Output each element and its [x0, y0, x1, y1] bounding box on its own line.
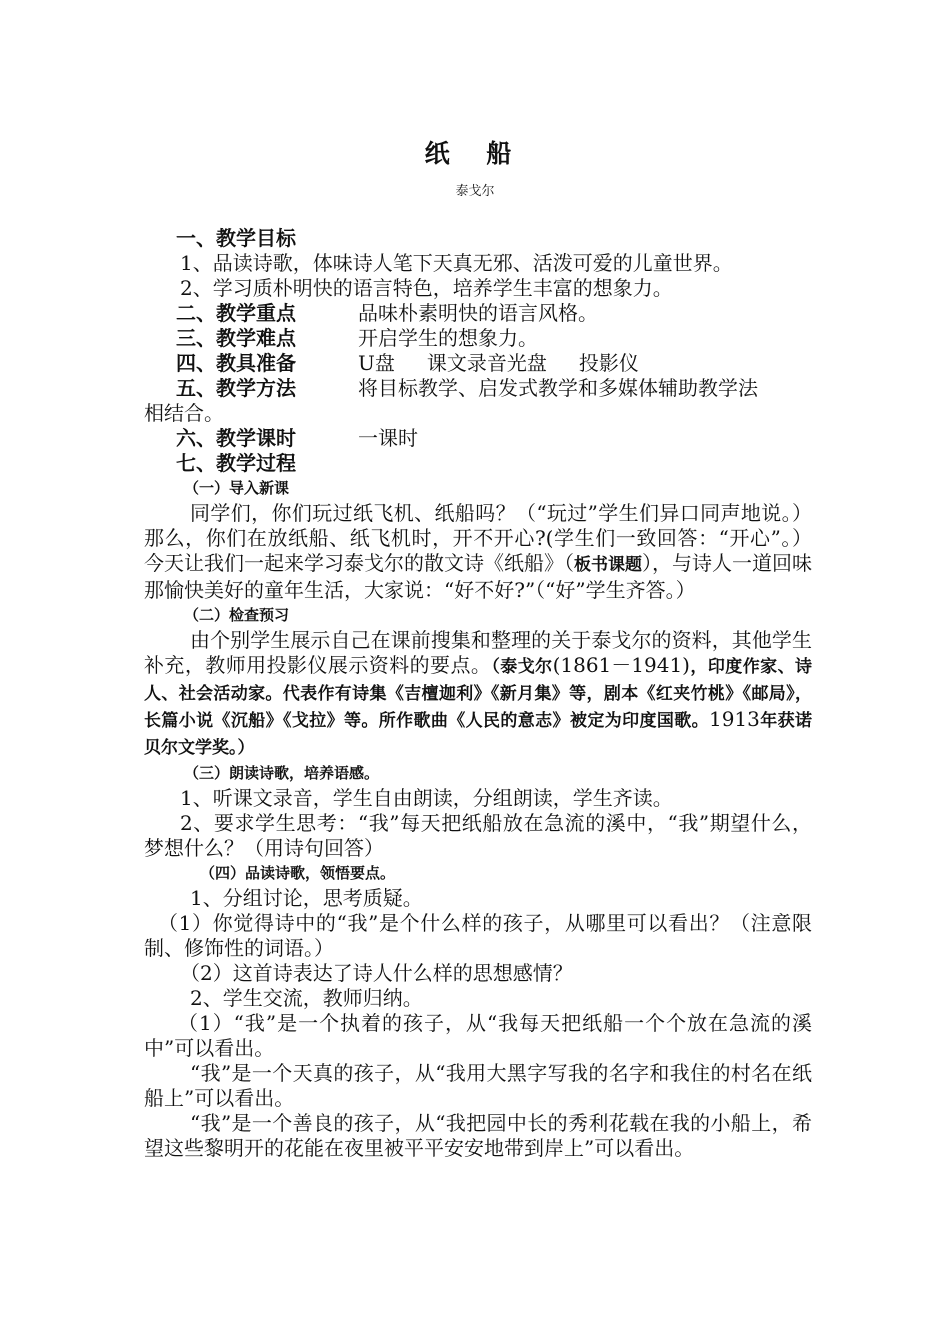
section-heading: 四、教具准备 [176, 351, 296, 375]
page-title: 纸 船 [424, 139, 526, 168]
reading-item: 2、要求学生思考：“我”每天把纸船放在急流的溪中，“我”期望什么，梦想什么？（用诗句回答） [144, 811, 812, 860]
analysis-answer: “我”是一个善良的孩子，从“我把园中长的秀利花载在我的小船上，希望这些黎明开的花能在夜里被平平安安地带到岸上”可以看出。 [144, 1111, 812, 1160]
reading-item: 1、听课文录音，学生自由朗读，分组朗读，学生齐读。 [180, 786, 673, 810]
section-text: 一课时 [358, 426, 418, 450]
section-key-points [144, 301, 812, 326]
section-periods [144, 426, 812, 451]
section-text: 将目标教学、启发式教学和多媒体辅助教学法 [358, 376, 758, 400]
section-methods [144, 376, 812, 401]
preview-paragraph: 由个别学生展示自己在课前搜集和整理的关于泰戈尔的资料，其他学生补充，教师用投影仪展示资料的要点。（泰戈尔(1861－1941)，印度作家、诗人、社会活动家。代表作有诗集《吉檀迦利》《新月集》等，剧本《红夹竹桃》《邮局》，长篇小说《沉船》《戈拉》等。所作歌曲《人民的意志》被定为印度国歌。1913年获诺贝尔文学奖。） [144, 628, 813, 758]
section-tools [144, 351, 812, 376]
section-difficulties [144, 326, 812, 351]
section-heading: 五、教学方法 [176, 376, 296, 400]
board-note: 板书课题 [574, 555, 642, 575]
analysis-question: （1）你觉得诗中的“我”是个什么样的孩子，从哪里可以看出？（注意限制、修饰性的词语。） [144, 911, 812, 960]
analysis-answer: “我”是一个天真的孩子，从“我用大黑字写我的名字和我住的村名在纸船上”可以看出。 [144, 1061, 812, 1110]
section-text-continued: 相结合。 [144, 401, 224, 425]
section-heading: 六、教学课时 [176, 426, 296, 450]
analysis-item: 2、学生交流，教师归纳。 [190, 986, 423, 1010]
section-text: 品味朴素明快的语言风格。 [358, 301, 598, 325]
subsection-heading-preview: （二）检查预习 [184, 606, 290, 624]
tool-item: 课文录音光盘 [426, 351, 547, 375]
subsection-heading-analysis: （四）品读诗歌，领悟要点。 [200, 864, 396, 882]
tool-item: 投影仪 [578, 351, 639, 375]
analysis-answer: （1）“我”是一个执着的孩子，从“我每天把纸船一个个放在急流的溪中”可以看出。 [144, 1011, 812, 1060]
author-name: 泰戈尔 [455, 184, 495, 199]
section-heading: 三、教学难点 [176, 326, 296, 350]
section-text: 开启学生的想象力。 [358, 326, 538, 350]
section-heading-goals: 一、教学目标 [176, 226, 296, 250]
analysis-question: （2）这首诗表达了诗人什么样的思想感情？ [180, 961, 573, 985]
section-heading: 二、教学重点 [176, 301, 296, 325]
analysis-item: 1、分组讨论，思考质疑。 [190, 886, 423, 910]
goal-item: 2、学习质朴明快的语言特色，培养学生丰富的想象力。 [180, 276, 673, 300]
subsection-heading-reading: （三）朗读诗歌，培养语感。 [184, 764, 380, 782]
subsection-heading-intro: （一）导入新课 [184, 479, 290, 497]
goal-item: 1、品读诗歌，体味诗人笔下天真无邪、活泼可爱的儿童世界。 [180, 251, 733, 275]
tool-item: U盘 [358, 351, 395, 375]
section-heading-process: 七、教学过程 [176, 451, 296, 475]
document-body [144, 226, 812, 1161]
intro-paragraph: 同学们，你们玩过纸飞机、纸船吗？（“玩过”学生们异口同声地说。）那么，你们在放纸船、纸飞机时，开不开心?(学生们一致回答：“开心”。）今天让我们一起来学习泰戈尔的散文诗《纸船》（板书课题），与诗人一道回味那愉快美好的童年生活，大家说：“好不好?”（“好”学生齐答。） [144, 501, 812, 602]
